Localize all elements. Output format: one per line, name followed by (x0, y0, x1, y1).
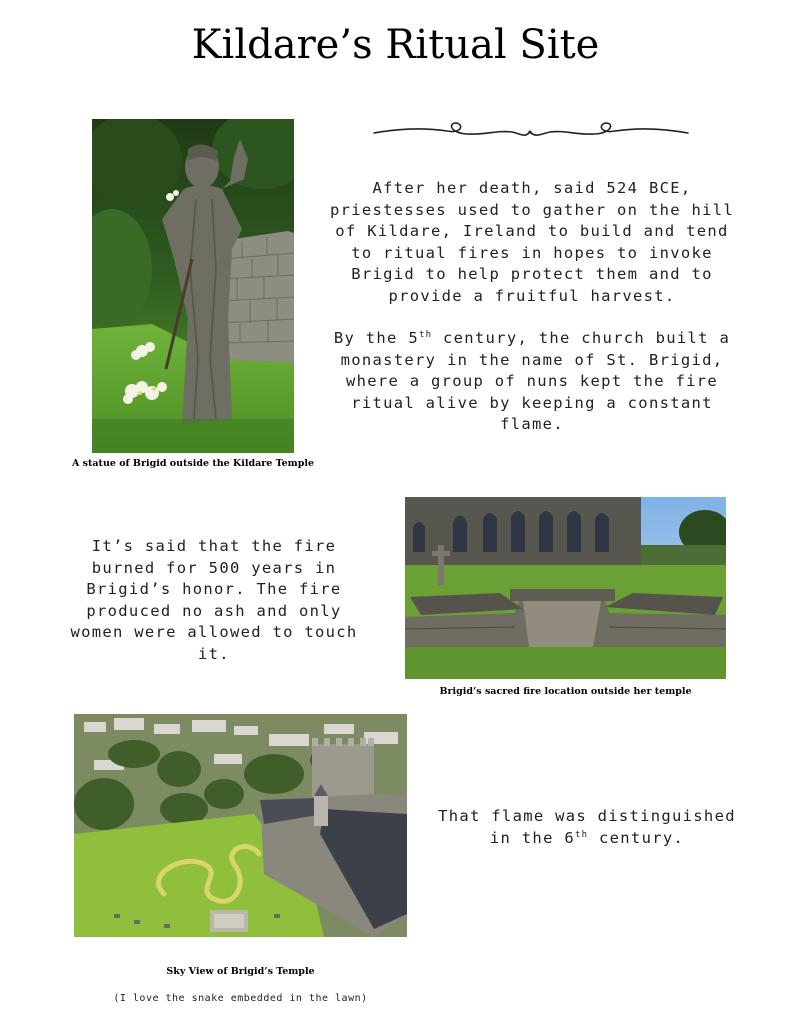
monastery-paragraph: By the 5th century, the church built a monastery in the name of St. Brigid, where a group of nuns kept the fire ritual alive by keeping a constant flame. (333, 329, 731, 433)
aerial-caption: Sky View of Brigid’s Temple (166, 966, 315, 977)
aerial-subcaption: (I love the snake embedded in the lawn) (113, 993, 368, 1004)
fire-legend-text: It’s said that the fire burned for 500 years in Brigid’s honor. The fire produced no ash and only women were allowed to touch it. (70, 537, 358, 663)
flourish-divider (372, 118, 690, 146)
aerial-photo (74, 714, 407, 937)
statue-photo (92, 119, 294, 453)
intro-paragraph: After her death, said 524 BCE, priestesses used to gather on the hill of Kildare, Ireland to build and tend to ritual fires in hopes to invoke Brigid to help protect them and to provide a fruitful harvest. (329, 179, 734, 305)
statue-caption: A statue of Brigid outside the Kildare Temple (71, 458, 315, 469)
intro-text-block (322, 178, 742, 436)
fire-site-photo (405, 497, 726, 679)
flame-text: That flame was distinguished in the 6th century. (438, 807, 736, 847)
page-title: Kildare’s Ritual Site (191, 22, 600, 68)
fire-site-caption: Brigid’s sacred fire location outside her temple (439, 686, 692, 697)
